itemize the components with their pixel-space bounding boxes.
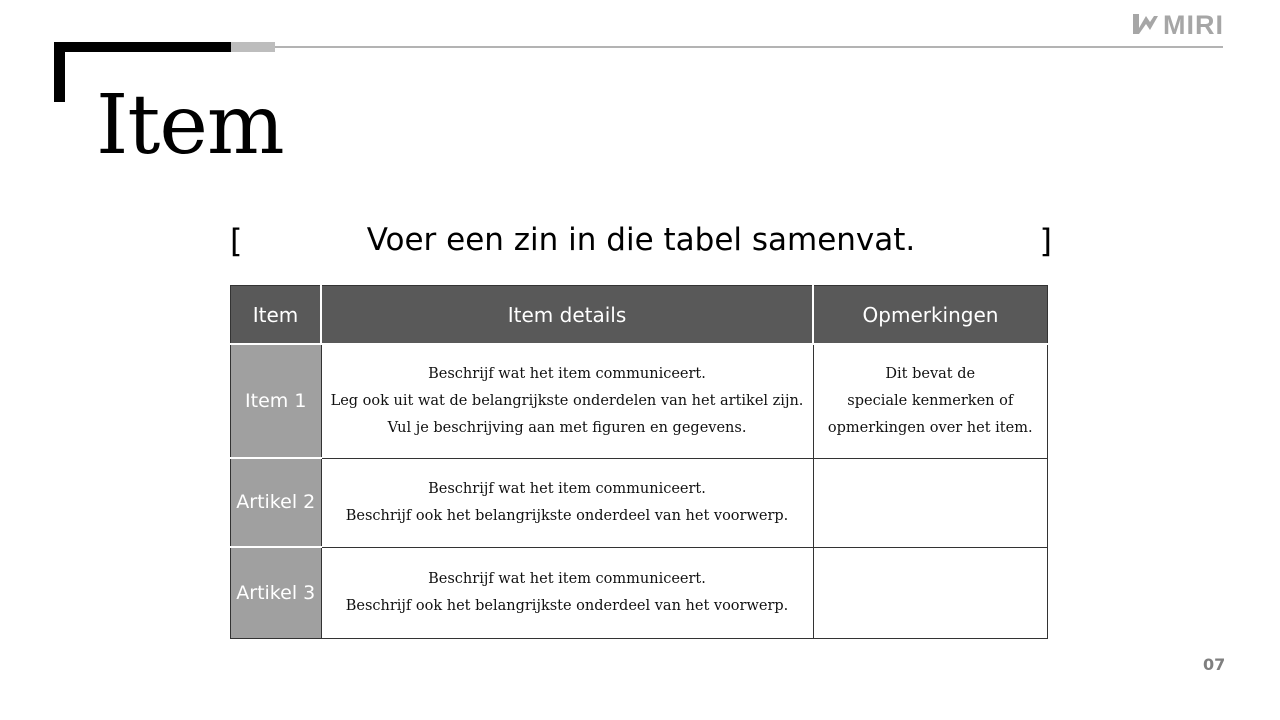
header-remarks: Opmerkingen bbox=[813, 286, 1048, 345]
summary-sentence bbox=[230, 222, 1052, 262]
title-accent-bar bbox=[54, 42, 231, 52]
open-bracket: [ bbox=[230, 222, 243, 260]
row-label: Artikel 2 bbox=[231, 458, 322, 547]
page-number: 07 bbox=[1203, 655, 1226, 674]
row-remarks bbox=[813, 547, 1048, 639]
summary-text: Voer een zin in die tabel samenvat. bbox=[366, 222, 916, 258]
table-row bbox=[231, 344, 1048, 458]
table-row bbox=[231, 547, 1048, 639]
row-details bbox=[321, 547, 813, 639]
table-row bbox=[231, 458, 1048, 547]
remarks-line: speciale kenmerken of bbox=[847, 392, 1014, 409]
row-label: Artikel 3 bbox=[231, 547, 322, 639]
remarks-line: Dit bevat de bbox=[885, 365, 976, 382]
row-remarks bbox=[813, 458, 1048, 547]
summary-table bbox=[230, 285, 1048, 639]
table-header-row bbox=[231, 286, 1048, 345]
close-bracket: ] bbox=[1039, 222, 1052, 260]
logo-text: MIRI bbox=[1163, 9, 1224, 40]
row-details bbox=[321, 344, 813, 458]
remarks-line: opmerkingen over het item. bbox=[827, 419, 1033, 436]
title-accent-bar-gray bbox=[231, 42, 275, 52]
details-line: Beschrijf wat het item communiceert. bbox=[428, 480, 706, 497]
title-accent-vertical-bar bbox=[54, 42, 65, 102]
row-label: Item 1 bbox=[231, 344, 322, 458]
details-line: Beschrijf wat het item communiceert. bbox=[428, 570, 706, 587]
details-line: Leg ook uit wat de belangrijkste onderdelen van het artikel zijn. bbox=[330, 392, 804, 409]
details-line: Vul je beschrijving aan met figuren en gegevens. bbox=[387, 419, 747, 436]
row-details bbox=[321, 458, 813, 547]
logo bbox=[1130, 8, 1224, 42]
details-line: Beschrijf wat het item communiceert. bbox=[428, 365, 706, 382]
header-divider-line bbox=[275, 46, 1223, 48]
row-remarks bbox=[813, 344, 1048, 458]
header-item: Item bbox=[231, 286, 322, 345]
miri-logo-icon bbox=[1130, 8, 1160, 42]
details-line: Beschrijf ook het belangrijkste onderdeel van het voorwerp. bbox=[345, 597, 789, 614]
header-item-details: Item details bbox=[321, 286, 813, 345]
details-line: Beschrijf ook het belangrijkste onderdeel van het voorwerp. bbox=[345, 507, 789, 524]
page-title: Item bbox=[96, 78, 284, 173]
